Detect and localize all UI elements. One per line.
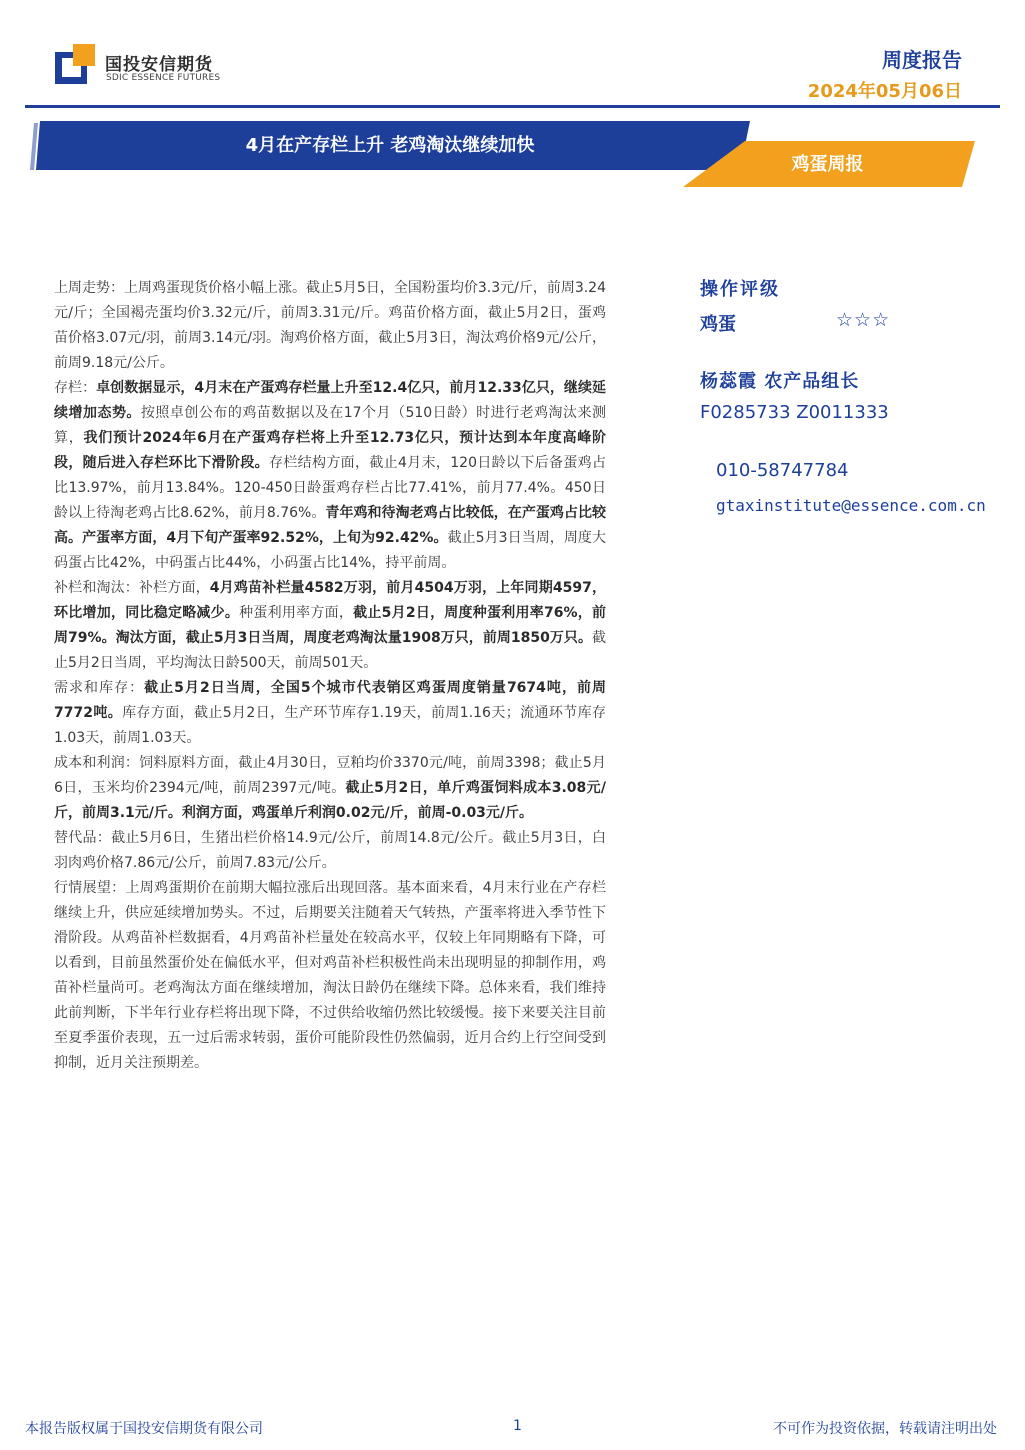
report-type: 周度报告 <box>882 48 962 72</box>
rating-product: 鸡蛋 <box>700 314 736 335</box>
rating-label: 操作评级 <box>700 279 780 300</box>
text-run: 存栏结构方面，截止4月末，120日龄以下后备蛋鸡占比13.97%，前月13.84%。120-450日龄蛋鸡存栏占比77.41%，前月77.4%。450日龄以上待淘老鸡占比8.62%，前月8.76%。 <box>54 455 606 521</box>
text-run: 按照卓创公布的鸡苗数据以及在17个月（510日龄）时进行老鸡淘汰来测算， <box>54 405 607 446</box>
text-run: 库存方面，截止5月2日，生产环节库存1.19天，前周1.16天；流通环节库存1.03天，前周1.03天。 <box>54 705 606 746</box>
paragraph-outlook <box>54 876 606 1076</box>
company-logo-icon <box>55 44 97 84</box>
text-run: 青年鸡和待淘老鸡占比较低，在产蛋鸡占比较高。产蛋率方面，4月下旬产蛋率92.52%，上旬为92.42%。 <box>54 505 607 546</box>
text-run: 4月鸡苗补栏量4582万羽，前月4504万羽，上年同期4597，环比增加，同比稳定略减少。 <box>54 580 607 621</box>
analyst-phone: 010-58747784 <box>716 460 849 481</box>
report-category-tag: 鸡蛋周报 <box>791 154 864 175</box>
text-run: 截止5月3日当周，周度大码蛋占比42%，中码蛋占比44%，小码蛋占比14%，持平前周。 <box>54 530 606 571</box>
text-run: 截止5月2日，单斤鸡蛋饲料成本3.08元/斤，前周3.1元/斤。利润方面，鸡蛋单斤利润0.02元/斤，前周-0.03元/斤。 <box>54 780 606 821</box>
text-run: 卓创数据显示，4月末在产蛋鸡存栏量上升至12.4亿只，前月12.33亿只，继续延续增加态势。 <box>54 380 606 421</box>
paragraph-cost-profit <box>54 751 606 826</box>
paragraph-last-week <box>54 276 606 376</box>
analyst-name: 杨蕊霞 农产品组长 <box>700 371 860 392</box>
paragraph-inventory <box>54 376 606 576</box>
rating-stars-icon: ☆☆☆ <box>836 309 891 331</box>
report-date: 2024年05月06日 <box>807 81 962 102</box>
text-run: 行情展望：上周鸡蛋期价在前期大幅拉涨后出现回落。基本面来看，4月末行业在产存栏继续上升，供应延续增加势头。不过，后期要关注随着天气转热，产蛋率将进入季节性下滑阶段。从鸡苗补栏数据看，4月鸡苗补栏量处在较高水平，仅较上年同期略有下降，可以看到，目前虽然蛋价处在偏低水平，但对鸡苗补栏积极性尚未出现明显的抑制作用，鸡苗补栏量尚可。老鸡淘汰方面在继续增加，淘汰日龄仍在继续下降。总体来看，我们维持此前判断，下半年行业存栏将出现下降，不过供给收缩仍然比较缓慢。接下来要关注目前至夏季蛋价表现，五一过后需求转弱，蛋价可能阶段性仍然偏弱，近月合约上行空间受到抑制，近月关注预期差。 <box>54 880 606 1071</box>
company-name-en: SDIC ESSENCE FUTURES <box>106 73 221 83</box>
text-run: 截止5月2日当周，全国5个城市代表销区鸡蛋周度销量7674吨，前周7772吨。 <box>54 680 607 721</box>
report-body <box>54 276 606 1076</box>
text-run: 截止5月2日当周，平均淘汰日龄500天，前周501天。 <box>54 630 606 671</box>
text-run: 截止5月2日，周度种蛋利用率76%，前周79%。淘汰方面，截止5月3日当周，周度老鸡淘汰量1908万只，前周1850万只。 <box>54 605 607 646</box>
text-run: 替代品：截止5月6日，生猪出栏价格14.9元/公斤，前周14.8元/公斤。截止5月3日，白羽肉鸡价格7.86元/公斤，前周7.83元/公斤。 <box>54 830 606 871</box>
paragraph-restock-culling <box>54 576 606 676</box>
analyst-cert-ids: F0285733 Z0011333 <box>700 402 889 423</box>
paragraph-demand-stock <box>54 676 606 751</box>
text-run: 存栏： <box>54 380 97 396</box>
paragraph-substitutes <box>54 826 606 876</box>
header-divider <box>25 105 1000 108</box>
page-number: 1 <box>513 1418 522 1434</box>
text-run: 需求和库存： <box>54 680 145 696</box>
report-title: 4月在产存栏上升 老鸡淘汰继续加快 <box>245 135 535 156</box>
text-run: 我们预计2024年6月在产蛋鸡存栏将上升至12.73亿只，预计达到本年度高峰阶段，随后进入存栏环比下滑阶段。 <box>54 430 606 471</box>
analyst-email[interactable]: gtaxinstitute@essence.com.cn <box>716 496 986 515</box>
text-run: 成本和利润：饲料原料方面，截止4月30日，豆粕均价3370元/吨，前周3398；截止5月6日，玉米均价2394元/吨，前周2397元/吨。 <box>54 755 606 796</box>
text-run: 上周走势：上周鸡蛋现货价格小幅上涨。截止5月5日，全国粉蛋均价3.3元/斤，前周3.24元/斤；全国褐壳蛋均价3.32元/斤，前周3.31元/斤。鸡苗价格方面，截止5月2日，蛋鸡苗价格3.07元/羽，前周3.14元/羽。淘鸡价格方面，截止5月3日，淘汰鸡价格9元/公斤，前周9.18元/公斤。 <box>54 280 606 371</box>
text-run: 种蛋利用率方面， <box>239 605 354 621</box>
company-name: 国投安信期货 <box>105 55 213 75</box>
footer-disclaimer: 不可作为投资依据，转载请注明出处 <box>773 1421 997 1437</box>
text-run: 补栏和淘汰：补栏方面， <box>54 580 210 596</box>
footer-copyright: 本报告版权属于国投安信期货有限公司 <box>25 1421 263 1437</box>
